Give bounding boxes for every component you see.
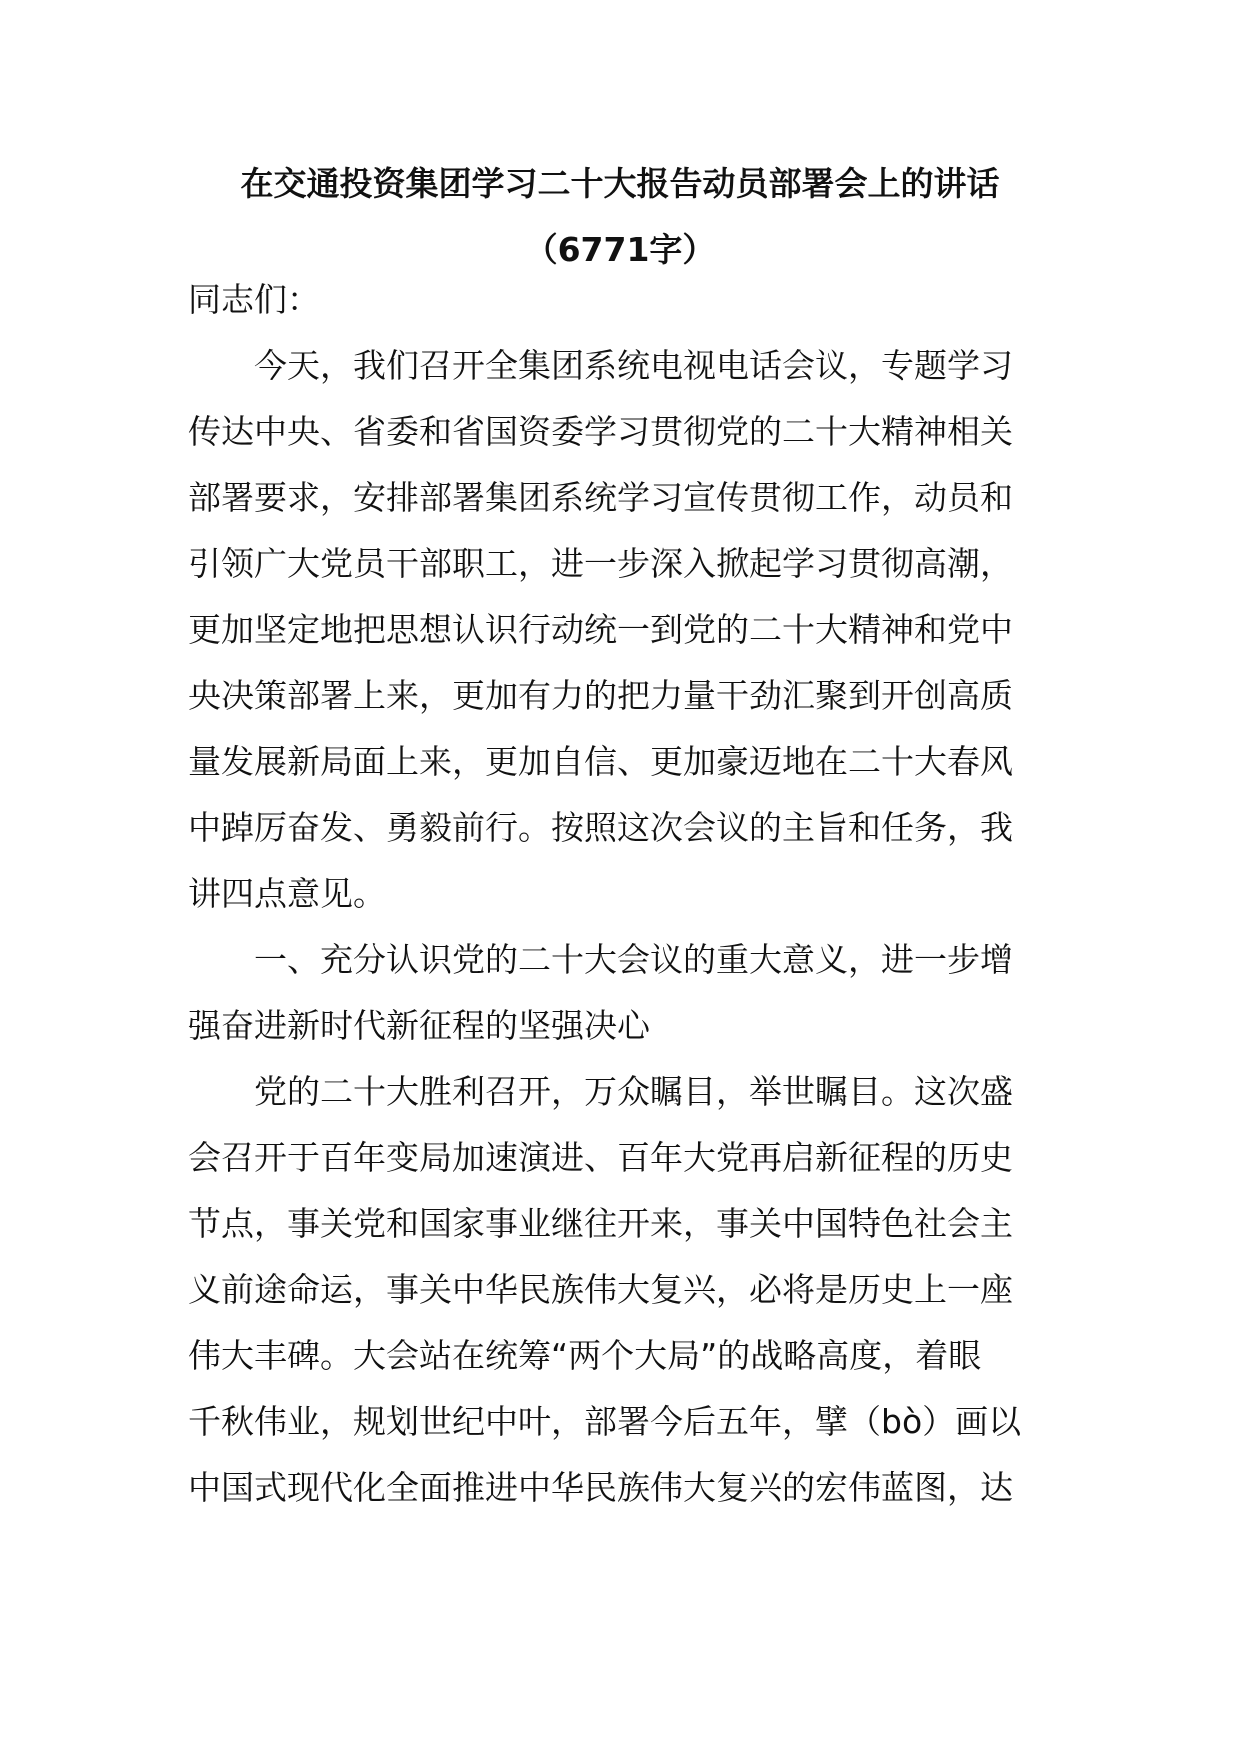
text-line: 伟大丰碑。大会站在统筹“两个大局”的战略高度，着眼	[188, 1336, 982, 1375]
text-line: 传达中央、省委和省国资委学习贯彻党的二十大精神相关	[188, 412, 1013, 451]
text-line: 部署要求，安排部署集团系统学习宣传贯彻工作，动员和	[188, 478, 1013, 517]
text-line: 千秋伟业，规划世纪中叶，部署今后五年，擘（bò）画以	[188, 1402, 1022, 1441]
paragraph-section-1	[188, 1059, 1056, 1521]
document-subtitle: （6771字）	[524, 230, 716, 269]
text-line: 节点，事关党和国家事业继往开来，事关中国特色社会主	[188, 1204, 1013, 1243]
text-line: 更加坚定地把思想认识行动统一到党的二十大精神和党中	[188, 610, 1013, 649]
text-line: 中踔厉奋发、勇毅前行。按照这次会议的主旨和任务，我	[188, 808, 1013, 847]
salutation: 同志们：	[188, 280, 320, 319]
text-line: 会召开于百年变局加速演进、百年大党再启新征程的历史	[188, 1138, 1013, 1177]
text-line: 引领广大党员干部职工，进一步深入掀起学习贯彻高潮，	[188, 544, 1013, 583]
text-line: 强奋进新时代新征程的坚强决心	[188, 1006, 650, 1045]
text-line: 央决策部署上来，更加有力的把力量干劲汇聚到开创高质	[188, 676, 1013, 715]
text-line: 党的二十大胜利召开，万众瞩目，举世瞩目。这次盛	[254, 1072, 1013, 1111]
document-body	[188, 267, 1056, 1521]
text-line: 义前途命运，事关中华民族伟大复兴，必将是历史上一座	[188, 1270, 1013, 1309]
paragraph-opening	[188, 333, 1056, 927]
text-line: 中国式现代化全面推进中华民族伟大复兴的宏伟蓝图，达	[188, 1468, 1013, 1507]
section-heading-1	[188, 927, 1056, 1059]
text-line: 量发展新局面上来，更加自信、更加豪迈地在二十大春风	[188, 742, 1013, 781]
text-line: 一、充分认识党的二十大会议的重大意义，进一步增	[254, 940, 1013, 979]
text-line: 今天，我们召开全集团系统电视电话会议，专题学习	[254, 346, 1013, 385]
text-line: 讲四点意见。	[188, 874, 386, 913]
document-title: 在交通投资集团学习二十大报告动员部署会上的讲话	[240, 164, 1000, 203]
